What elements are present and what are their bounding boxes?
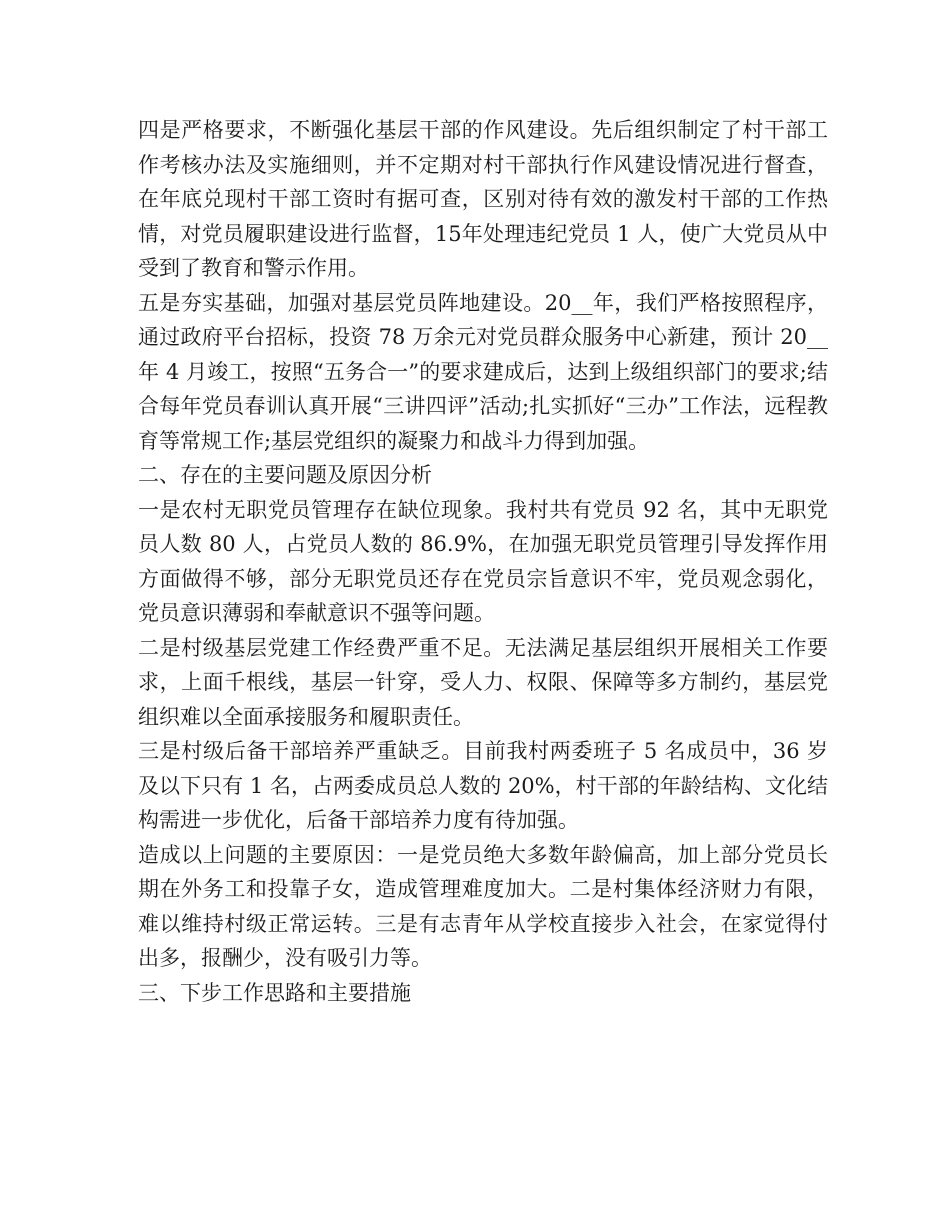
paragraph-problem-three: 三是村级后备干部培养严重缺乏。目前我村两委班子 5 名成员中，36 岁及以下只有 1 名，占两委成员总人数的 20%，村干部的年龄结构、文化结构需进一步优化，后备干部培养力度有待加强。 [138,739,828,832]
paragraph-causes: 造成以上问题的主要原因：一是党员绝大多数年龄偏高，加上部分党员长期在外务工和投靠子女，造成管理难度加大。二是村集体经济财力有限，难以维持村级正常运转。三是有志青年从学校直接步入社会，在家觉得付出多，报酬少，没有吸引力等。 [138,842,828,970]
section-heading-next-steps: 三、下步工作思路和主要措施 [138,980,411,1005]
paragraph-style-building: 四是严格要求，不断强化基层干部的作风建设。先后组织制定了村干部工作考核办法及实施细则，并不定期对村干部执行作风建设情况进行督查，在年底兑现村干部工资时有据可查，区别对待有效的激发村干部的工作热情，对党员履职建设进行监督，15年处理违纪党员 1 人，使广大党员从中受到了教育和警示作用。 [138,118,828,280]
paragraph-problem-one: 一是农村无职党员管理存在缺位现象。我村共有党员 92 名，其中无职党员人数 80 人，占党员人数的 86.9%，在加强无职党员管理引导发挥作用方面做得不够，部分无职党员还存在党员宗旨意识不牢，党员观念弱化，党员意识薄弱和奉献意识不强等问题。 [138,497,828,625]
document-body [138,113,828,1010]
section-heading-problems: 二、存在的主要问题及原因分析 [138,463,432,487]
paragraph-foundation-building: 五是夯实基础，加强对基层党员阵地建设。20__年，我们严格按照程序，通过政府平台招标，投资 78 万余元对党员群众服务中心新建，预计 20__年 4 月竣工，按照“五务合一”的要求建成后，达到上级组织部门的要求;结合每年党员春训认真开展“三讲四评”活动;扎实抓好“三办”工作法，远程教育等常规工作;基层党组织的凝聚力和战斗力得到加强。 [138,290,828,453]
paragraph-problem-two: 二是村级基层党建工作经费严重不足。无法满足基层组织开展相关工作要求，上面千根线，基层一针穿，受人力、权限、保障等多方制约，基层党组织难以全面承接服务和履职责任。 [138,635,828,729]
